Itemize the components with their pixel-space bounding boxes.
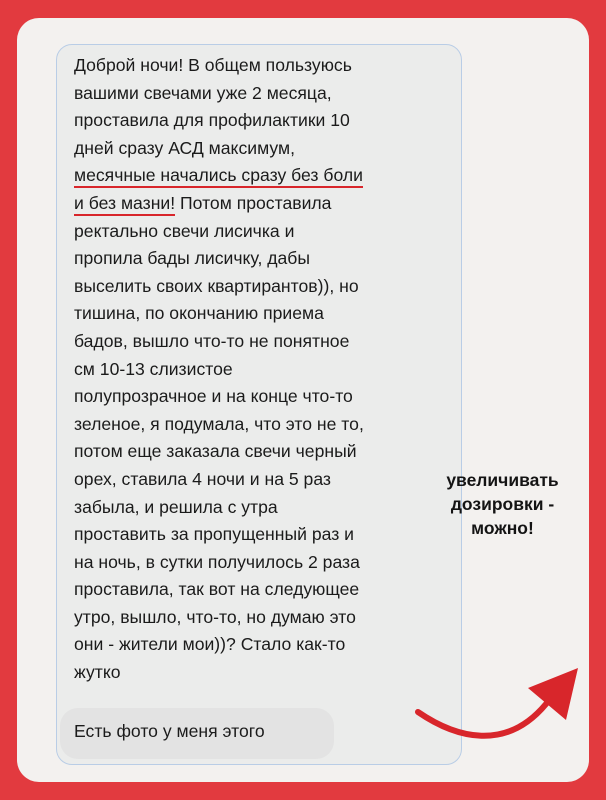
photo-message-text: Есть фото у меня этого bbox=[74, 721, 265, 741]
annotation-line: увеличивать bbox=[446, 470, 559, 490]
message-line: потом еще заказала свечи черный bbox=[74, 441, 357, 462]
message-line: выселить своих квартирантов)), но bbox=[74, 275, 359, 296]
message-line: на ночь, в сутки получилось 2 раза bbox=[74, 551, 360, 572]
message-line: забыла, и решила с утра bbox=[74, 496, 278, 517]
message-line: дней сразу АСД максимум, bbox=[74, 137, 295, 158]
message-line: утро, вышло, что-то, но думаю это bbox=[74, 606, 356, 627]
message-line: Доброй ночи! В общем пользуюсь bbox=[74, 55, 352, 75]
annotation-note bbox=[420, 468, 585, 540]
message-line-highlight bbox=[74, 190, 474, 218]
message-line: зеленое, я подумала, что это не то, bbox=[74, 413, 364, 434]
message-text bbox=[74, 52, 474, 687]
message-line: см 10-13 слизистое bbox=[74, 358, 233, 379]
message-line: они - жители мои))? Стало как-то bbox=[74, 634, 346, 655]
message-line: проставила для профилактики 10 bbox=[74, 110, 350, 131]
message-line-rest: Потом проставила bbox=[175, 192, 332, 213]
curved-arrow-icon bbox=[410, 660, 590, 770]
highlight-underline: месячные начались сразу без боли bbox=[74, 165, 363, 188]
message-line: тишина, по окончанию приема bbox=[74, 303, 324, 324]
highlight-underline: и без мазни! bbox=[74, 193, 175, 216]
message-line: проставить за пропущенный раз и bbox=[74, 524, 354, 545]
annotation-line: дозировки - bbox=[450, 494, 555, 514]
message-line: ректально свечи лисичка и bbox=[74, 220, 295, 241]
annotation-line: можно! bbox=[471, 518, 534, 538]
message-line-highlight bbox=[74, 162, 474, 190]
arrow-shaft bbox=[418, 696, 552, 736]
message-line: орех, ставила 4 ночи и на 5 раз bbox=[74, 468, 331, 489]
message-line: вашими свечами уже 2 месяца, bbox=[74, 82, 332, 103]
message-line: бадов, вышло что-то не понятное bbox=[74, 330, 350, 351]
message-line: пропила бады лисичку, дабы bbox=[74, 248, 311, 269]
message-line: полупрозрачное и на конце что-то bbox=[74, 386, 353, 407]
message-line: жутко bbox=[74, 662, 121, 683]
message-line: проставила, так вот на следующее bbox=[74, 579, 360, 600]
